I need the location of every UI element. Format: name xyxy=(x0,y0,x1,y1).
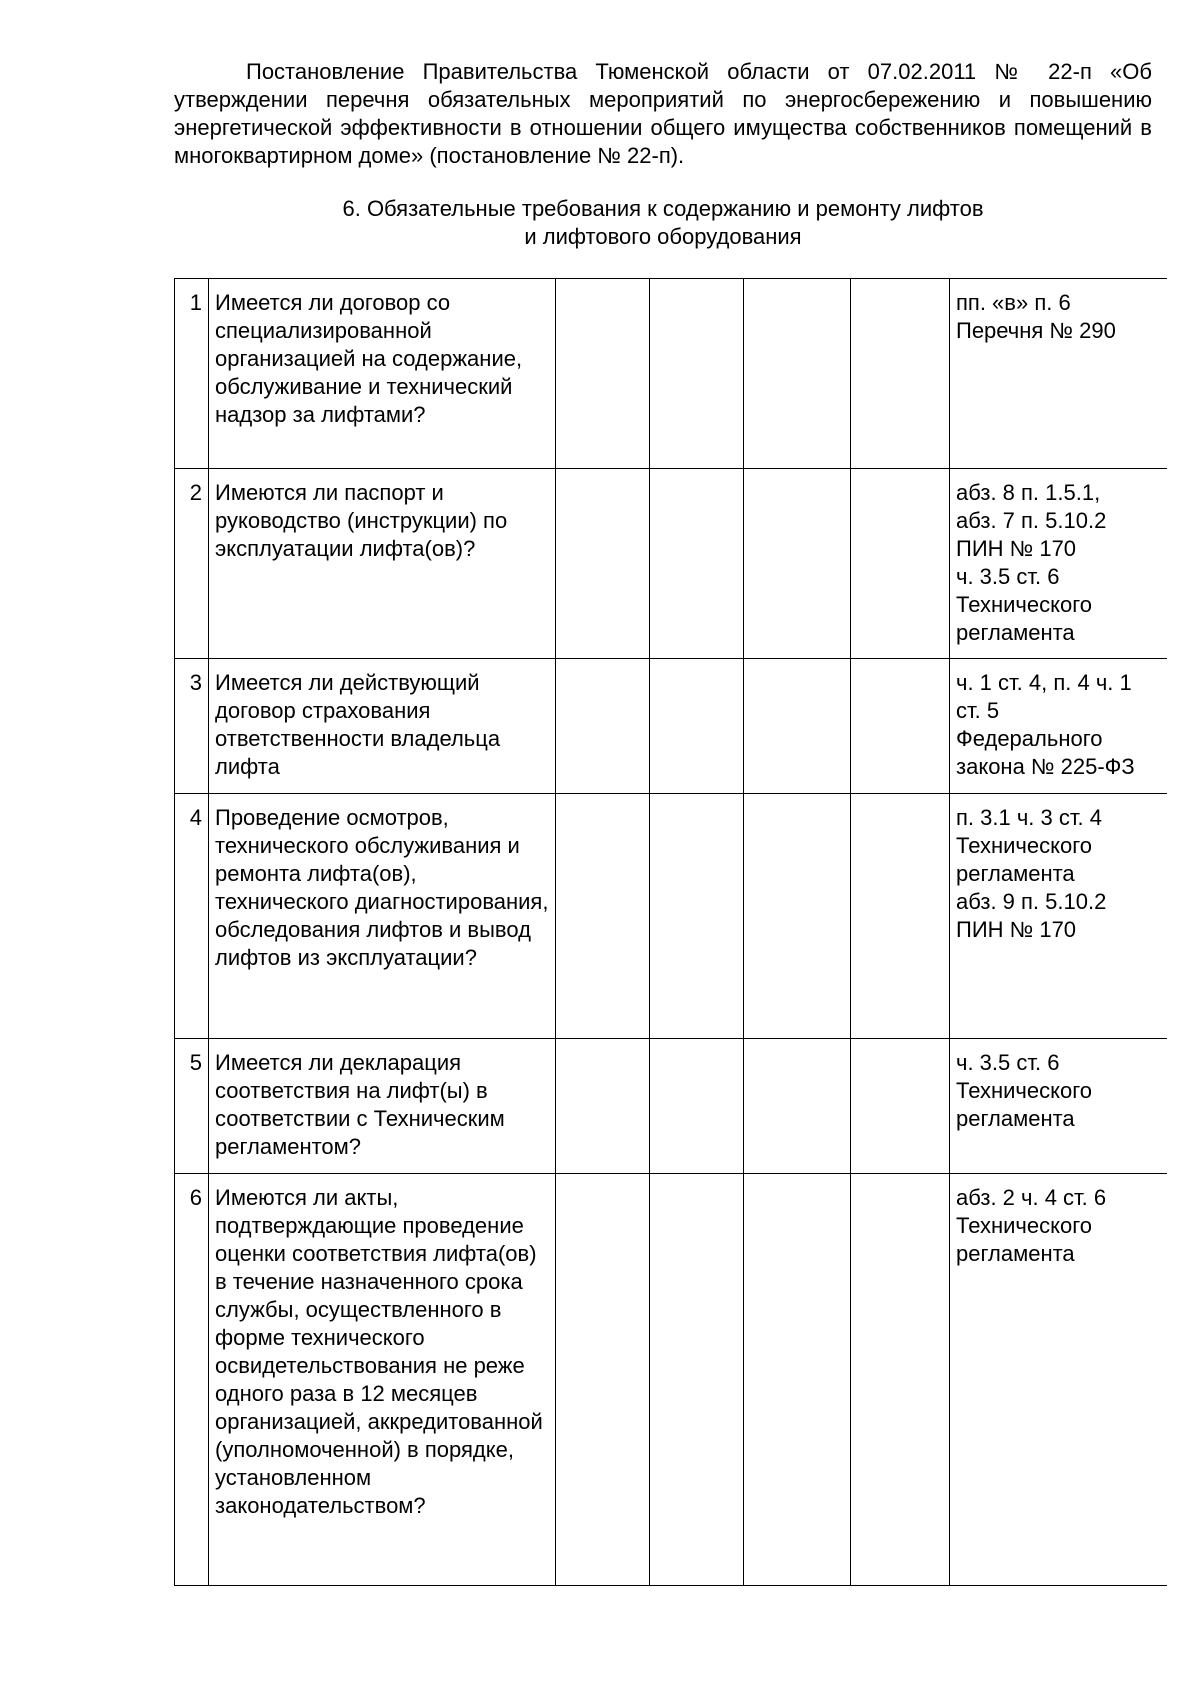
reference-line: ч. 3.5 ст. 6 xyxy=(956,564,1060,589)
table-row xyxy=(175,1174,1167,1586)
reference-line: п. 3.1 ч. 3 ст. 4 xyxy=(956,805,1102,830)
section-title-line-1: 6. Обязательные требования к содержанию и ремонту лифтов xyxy=(342,196,984,221)
row-reference xyxy=(950,279,1167,469)
reference-line: Технического xyxy=(956,1213,1092,1238)
empty-answer-cell xyxy=(744,1039,851,1174)
row-number: 5 xyxy=(175,1039,209,1174)
reference-line: ПИН № 170 xyxy=(956,917,1077,942)
empty-answer-cell xyxy=(650,794,744,1039)
row-question: Проведение осмотров, технического обслуживания и ремонта лифта(ов), технического диагностирования, обследования лифтов и вывод лифтов из эксплуатации? xyxy=(209,794,556,1039)
reference-line: Технического xyxy=(956,833,1092,858)
empty-answer-cell xyxy=(650,1039,744,1174)
row-reference xyxy=(950,794,1167,1039)
empty-answer-cell xyxy=(851,279,950,469)
reference-line: ПИН № 170 xyxy=(956,536,1077,561)
reference-line: пп. «в» п. 6 xyxy=(956,290,1071,315)
empty-answer-cell xyxy=(851,794,950,1039)
reference-line: ст. 5 xyxy=(956,698,1000,723)
reference-line: ч. 1 ст. 4, п. 4 ч. 1 xyxy=(956,670,1132,695)
empty-answer-cell xyxy=(851,469,950,659)
reference-line: абз. 8 п. 1.5.1, xyxy=(956,480,1101,505)
reference-line: ч. 3.5 ст. 6 xyxy=(956,1050,1060,1075)
empty-answer-cell xyxy=(556,659,650,794)
row-number: 1 xyxy=(175,279,209,469)
empty-answer-cell xyxy=(744,1174,851,1586)
reference-line: Федерального xyxy=(956,726,1103,751)
row-reference xyxy=(950,1174,1167,1586)
empty-answer-cell xyxy=(556,1039,650,1174)
empty-answer-cell xyxy=(556,794,650,1039)
empty-answer-cell xyxy=(744,469,851,659)
section-title xyxy=(174,195,1152,251)
reference-line: регламента xyxy=(956,620,1075,645)
row-number: 3 xyxy=(175,659,209,794)
row-reference xyxy=(950,659,1167,794)
empty-answer-cell xyxy=(556,279,650,469)
empty-answer-cell xyxy=(851,659,950,794)
row-reference xyxy=(950,469,1167,659)
row-number: 2 xyxy=(175,469,209,659)
section-title-line-2: и лифтового оборудования xyxy=(524,224,802,249)
table-row xyxy=(175,469,1167,659)
empty-answer-cell xyxy=(650,659,744,794)
empty-answer-cell xyxy=(744,794,851,1039)
row-reference xyxy=(950,1039,1167,1174)
reference-line: закона № 225-ФЗ xyxy=(956,754,1135,779)
reference-line: регламента xyxy=(956,1106,1075,1131)
row-question: Имеются ли акты, подтверждающие проведение оценки соответствия лифта(ов) в течение назначенного срока службы, осуществленного в форме технического освидетельствования не реже одного раза в 12 месяцев организацией, аккредитованной (уполномоченной) в порядке, установленном законодательством? xyxy=(209,1174,556,1586)
empty-answer-cell xyxy=(650,1174,744,1586)
reference-line: абз. 2 ч. 4 ст. 6 xyxy=(956,1185,1107,1210)
table-row xyxy=(175,1039,1167,1174)
reference-line: Перечня № 290 xyxy=(956,318,1116,343)
row-number: 6 xyxy=(175,1174,209,1586)
row-question: Имеются ли паспорт и руководство (инструкции) по эксплуатации лифта(ов)? xyxy=(209,469,556,659)
reference-line: абз. 9 п. 5.10.2 xyxy=(956,889,1107,914)
reference-line: Технического xyxy=(956,1078,1092,1103)
reference-line: регламента xyxy=(956,861,1075,886)
table-row xyxy=(175,279,1167,469)
empty-answer-cell xyxy=(650,469,744,659)
empty-answer-cell xyxy=(556,1174,650,1586)
empty-answer-cell xyxy=(851,1039,950,1174)
checklist-body xyxy=(175,279,1167,1586)
row-question: Имеется ли действующий договор страхования ответственности владельца лифта xyxy=(209,659,556,794)
table-row xyxy=(175,794,1167,1039)
reference-line: абз. 7 п. 5.10.2 xyxy=(956,508,1107,533)
empty-answer-cell xyxy=(650,279,744,469)
empty-answer-cell xyxy=(851,1174,950,1586)
row-question: Имеется ли декларация соответствия на лифт(ы) в соответствии с Техническим регламентом? xyxy=(209,1039,556,1174)
table-row xyxy=(175,659,1167,794)
reference-line: Технического xyxy=(956,592,1092,617)
row-number: 4 xyxy=(175,794,209,1039)
empty-answer-cell xyxy=(744,279,851,469)
empty-answer-cell xyxy=(744,659,851,794)
row-question: Имеется ли договор со специализированной организацией на содержание, обслуживание и технический надзор за лифтами? xyxy=(209,279,556,469)
checklist-table xyxy=(174,278,1167,1586)
reference-line: регламента xyxy=(956,1241,1075,1266)
empty-answer-cell xyxy=(556,469,650,659)
intro-paragraph: Постановление Правительства Тюменской области от 07.02.2011 № 22-п «Об утверждении перечня обязательных мероприятий по энергосбережению и повышению энергетической эффективности в отношении общего имущества собственников помещений в многоквартирном доме» (постановление № 22-п). xyxy=(174,59,1152,168)
